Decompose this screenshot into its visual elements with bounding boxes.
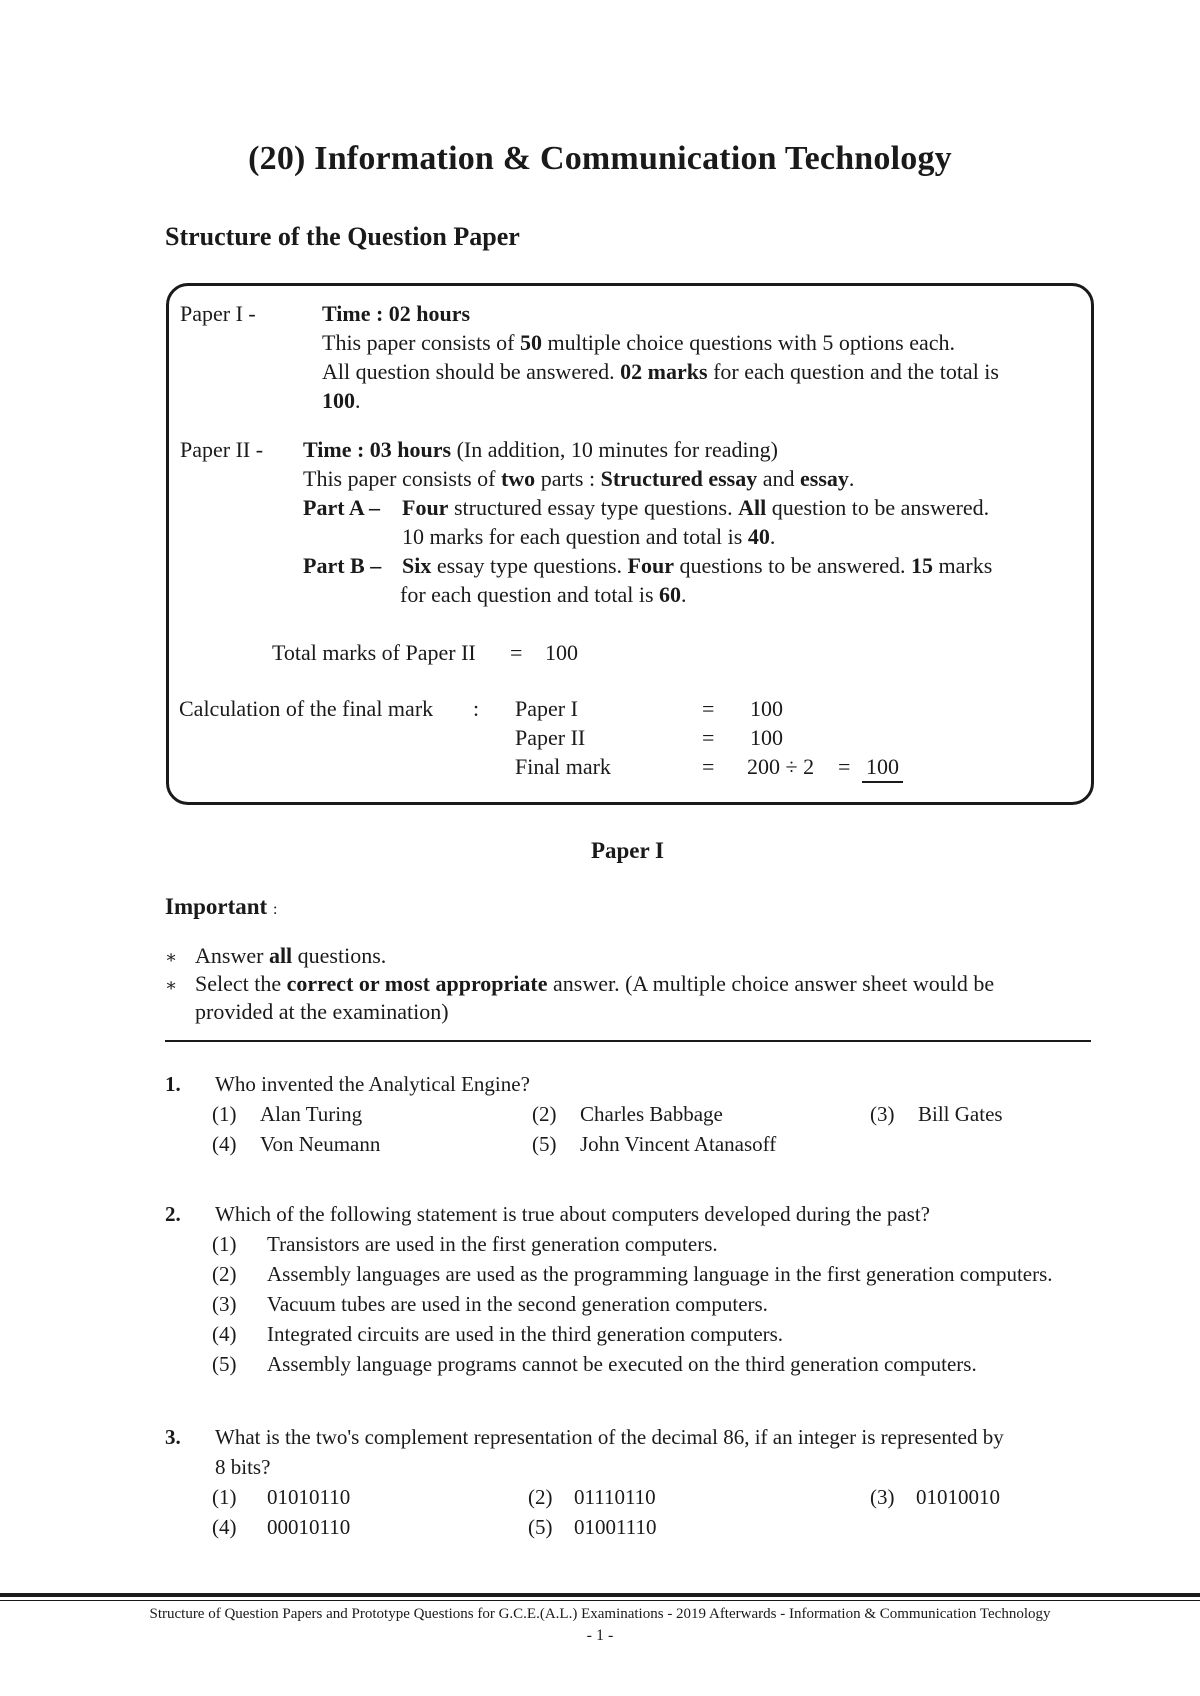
footer-rule-thick xyxy=(0,1593,1200,1597)
question-3-cont: 8 bits? xyxy=(215,1455,271,1479)
q2-option-2: (2) Assembly languages are used as the programming language in the first generation computers. xyxy=(212,1262,1053,1286)
final-mark-result: 100 xyxy=(862,752,903,781)
paper1-line1: This paper consists of 50 multiple choice questions with 5 options each. xyxy=(322,330,956,355)
calc-row-eq: = xyxy=(702,696,715,721)
q1-option-3: (3) Bill Gates xyxy=(870,1102,1003,1126)
paper1-line3: 100. xyxy=(322,388,361,413)
paper1-time: Time : 02 hours xyxy=(322,301,471,326)
calc-row-name: Final mark xyxy=(515,754,611,779)
calc-row-eq: = xyxy=(702,725,715,750)
q1-option-5: (5) John Vincent Atanasoff xyxy=(532,1132,777,1156)
q2-option-3: (3) Vacuum tubes are used in the second generation computers. xyxy=(212,1292,768,1316)
partA-label: Part A – xyxy=(303,495,380,520)
section-divider xyxy=(165,1040,1091,1042)
calc-row-name: Paper II xyxy=(515,725,586,750)
footer-text: Structure of Question Papers and Prototype Questions for G.C.E.(A.L.) Examinations - 2019 Afterwards - Information & Communication Technology xyxy=(149,1606,1051,1622)
calc-row-value: 100 xyxy=(750,696,783,721)
q2-option-4: (4) Integrated circuits are used in the third generation computers. xyxy=(212,1322,784,1346)
page-number: - 1 - xyxy=(586,1627,614,1644)
asterisk-icon: ∗ xyxy=(165,975,178,995)
calc-row-name: Paper I xyxy=(515,696,578,721)
calc-row-value: 100 xyxy=(750,725,783,750)
question-1: 1. Who invented the Analytical Engine? xyxy=(165,1072,530,1096)
instruction-bullet-2: ∗ Select the correct or most appropriate answer. (A multiple choice answer sheet would be xyxy=(165,969,994,1000)
paper2-time: Time : 03 hours (In addition, 10 minutes for reading) xyxy=(303,437,778,462)
total-eq: = xyxy=(510,640,523,665)
calc-row-value: 200 ÷ 2 xyxy=(747,754,815,779)
q3-option-3: (3) 01010010 xyxy=(870,1485,1000,1509)
question-3: 3. What is the two's complement representation of the decimal 86, if an integer is represented by xyxy=(165,1425,1004,1449)
page-title: (20) Information & Communication Technology xyxy=(248,140,952,177)
important-label: Important : xyxy=(165,894,278,919)
calc-row-eq2: = xyxy=(838,754,851,779)
paper1-line2: All question should be answered. 02 marks for each question and the total is xyxy=(322,359,999,384)
asterisk-icon: ∗ xyxy=(165,947,178,967)
q1-option-4: (4) Von Neumann xyxy=(212,1132,381,1156)
paper-i-heading: Paper I xyxy=(590,838,665,863)
q1-option-1: (1) Alan Turing xyxy=(212,1102,363,1126)
partB-line2: for each question and total is 60. xyxy=(400,582,687,607)
q1-option-2: (2) Charles Babbage xyxy=(532,1102,723,1126)
instruction-bullet-1: ∗ Answer all questions. xyxy=(165,941,386,972)
calc-colon: : xyxy=(473,696,480,721)
partA-line1: Four structured essay type questions. All question to be answered. xyxy=(402,495,990,520)
q2-option-1: (1) Transistors are used in the first generation computers. xyxy=(212,1232,718,1256)
q3-option-5: (5) 01001110 xyxy=(528,1515,657,1539)
total-label: Total marks of Paper II xyxy=(272,640,476,665)
q3-option-4: (4) 00010110 xyxy=(212,1515,351,1539)
section-subtitle: Structure of the Question Paper xyxy=(165,222,520,251)
footer-rule-thin xyxy=(0,1600,1200,1601)
instruction-bullet-2-cont: provided at the examination) xyxy=(195,999,449,1024)
calc-row-eq: = xyxy=(702,754,715,779)
q2-option-5: (5) Assembly language programs cannot be executed on the third generation computers. xyxy=(212,1352,977,1376)
q3-option-2: (2) 01110110 xyxy=(528,1485,656,1509)
partA-line2: 10 marks for each question and total is 40. xyxy=(402,524,776,549)
q3-option-1: (1) 01010110 xyxy=(212,1485,351,1509)
question-2: 2. Which of the following statement is true about computers developed during the past? xyxy=(165,1202,930,1226)
paper1-label: Paper I - xyxy=(180,301,256,326)
paper2-label: Paper II - xyxy=(180,437,264,462)
total-value: 100 xyxy=(545,640,578,665)
partB-label: Part B – xyxy=(303,553,382,578)
partB-line1: Six essay type questions. Four questions to be answered. 15 marks xyxy=(402,553,993,578)
paper2-line1: This paper consists of two parts : Structured essay and essay. xyxy=(303,466,855,491)
calc-label: Calculation of the final mark xyxy=(179,696,434,721)
